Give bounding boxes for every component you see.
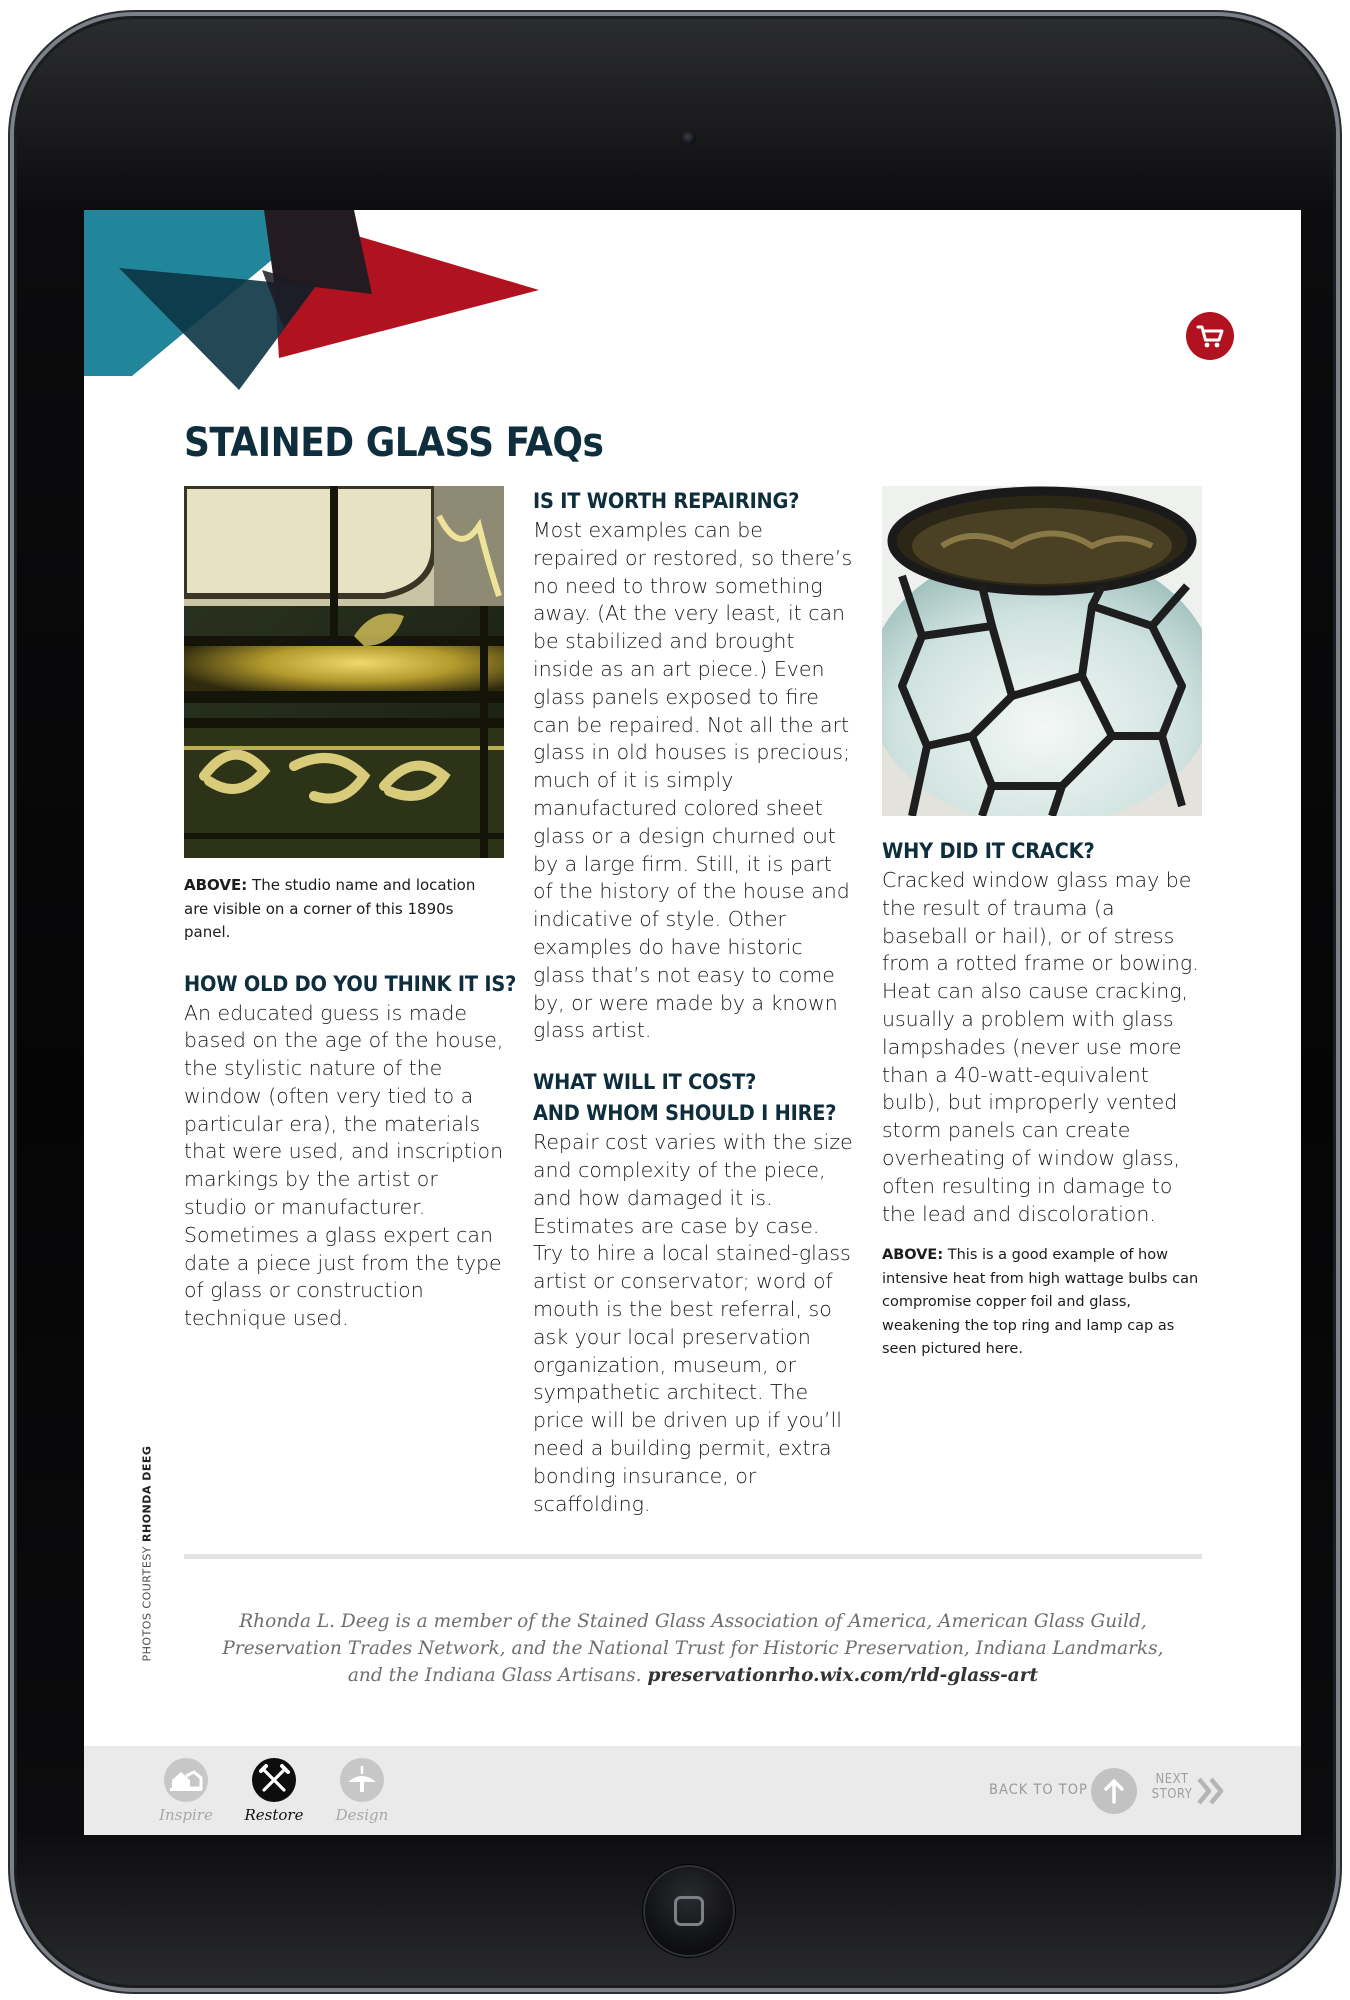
double-chevron-right-icon bbox=[1194, 1774, 1228, 1808]
back-to-top-label: BACK TO TOP bbox=[989, 1782, 1088, 1798]
body-cost: Repair cost varies with the size and complexity of the piece, and how damaged it is. Estimates are case by case. Try to hire a local stained-glass artist or conservator; word of mouth is the best referral, so ask your local preservation organization, museum, or sympathetic architect. The price will be driven up if you’ll need a building permit, extra bonding insurance, or scaffolding. bbox=[533, 1130, 853, 1516]
nav-design[interactable]: Design bbox=[322, 1758, 402, 1824]
back-to-top-button[interactable] bbox=[989, 1768, 1139, 1814]
home-square-icon bbox=[674, 1896, 704, 1926]
nav-restore[interactable]: Restore bbox=[234, 1758, 314, 1824]
tablet-frame bbox=[14, 16, 1336, 1988]
left-column bbox=[184, 486, 517, 1333]
body-why-crack: Cracked window glass may be the result of trauma (a baseball or hail), or of stress from a rotted frame or bowing. Heat can also cause cracking, usually a problem with glass lampshades (never use more than a 40-watt-equivalent bulb), but improperly vented storm panels can create overheating of window glass, often resulting in damage to the lead and discoloration. bbox=[882, 868, 1199, 1226]
arrow-up-icon bbox=[1091, 1768, 1137, 1814]
photo-credit: PHOTOS COURTESY RHONDA DEEG bbox=[140, 1445, 154, 1662]
stained-glass-studio-panel-photo-icon bbox=[184, 486, 504, 858]
studio-panel-photo[interactable] bbox=[184, 486, 504, 858]
right-column bbox=[882, 486, 1202, 1362]
banner-triangles bbox=[84, 210, 584, 410]
body-worth-repairing: Most examples can be repaired or restored, so there’s no need to throw something away. (At the very least, it can be stabilized and brought inside as an art piece.) Even glass panels exposed to fire can be repaired. Not all the art glass in old houses is precious; much of it is simply manufactured colored sheet glass or a design churned out by a large firm. Still, it is part of the history of the house and indicative of style. Other examples do have historic glass that’s not easy to come by, or were made by a known glass artist. bbox=[533, 518, 853, 1043]
left-photo-caption: ABOVE: The studio name and location are visible on a corner of this 1890s panel. bbox=[184, 876, 476, 941]
section-divider bbox=[184, 1554, 1202, 1559]
author-bio: Rhonda L. Deeg is a member of the Stained Glass Association of America, American Glass Guild, Preservation Trades Network, and the National Trust for Historic Preservation, Indiana Landmarks, and the Indiana Glass Artisans. preservationrho.wix.com/rld-glass-art bbox=[222, 1611, 1164, 1686]
article-title: STAINED GLASS FAQs bbox=[184, 420, 604, 466]
next-story-label: NEXT STORY bbox=[1151, 1772, 1193, 1802]
stained-glass-lampshade-photo-icon bbox=[882, 486, 1202, 816]
heading-cost-line2: AND WHOM SHOULD I HIRE? bbox=[533, 1101, 837, 1127]
heading-why-crack: WHY DID IT CRACK? bbox=[882, 839, 1095, 864]
body-how-old: An educated guess is made based on the age of the house, the stylistic nature of the window (often very tied to a particular era), the materials that were used, and inscription markings by the artist or studio or manufacturer. Sometimes a glass expert can date a piece just from the type of glass or construction technique used. bbox=[184, 1000, 504, 1331]
author-website-link[interactable]: preservationrho.wix.com/rld-glass-art bbox=[647, 1665, 1039, 1686]
house-icon bbox=[164, 1758, 208, 1802]
tools-icon bbox=[252, 1758, 296, 1802]
bottom-nav bbox=[84, 1746, 1301, 1835]
heading-cost-line1: WHAT WILL IT COST? bbox=[533, 1070, 757, 1096]
heading-how-old: HOW OLD DO YOU THINK IT IS? bbox=[184, 971, 517, 997]
lampshade-photo[interactable] bbox=[882, 486, 1202, 816]
front-camera bbox=[682, 131, 696, 145]
home-button[interactable] bbox=[643, 1865, 735, 1957]
cart-button[interactable] bbox=[1186, 312, 1234, 360]
heading-worth-repairing: IS IT WORTH REPAIRING? bbox=[533, 489, 800, 514]
next-story-button[interactable] bbox=[1150, 1770, 1230, 1814]
lamp-icon bbox=[340, 1758, 384, 1802]
middle-column bbox=[533, 486, 853, 1518]
shopping-cart-icon bbox=[1186, 312, 1234, 360]
app-screen bbox=[84, 210, 1301, 1835]
right-photo-caption: ABOVE: This is a good example of how intensive heat from high wattage bulbs can compromise copper foil and glass, weakening the top ring and lamp cap as seen pictured here. bbox=[882, 1247, 1199, 1358]
nav-inspire[interactable]: Inspire bbox=[146, 1758, 226, 1824]
